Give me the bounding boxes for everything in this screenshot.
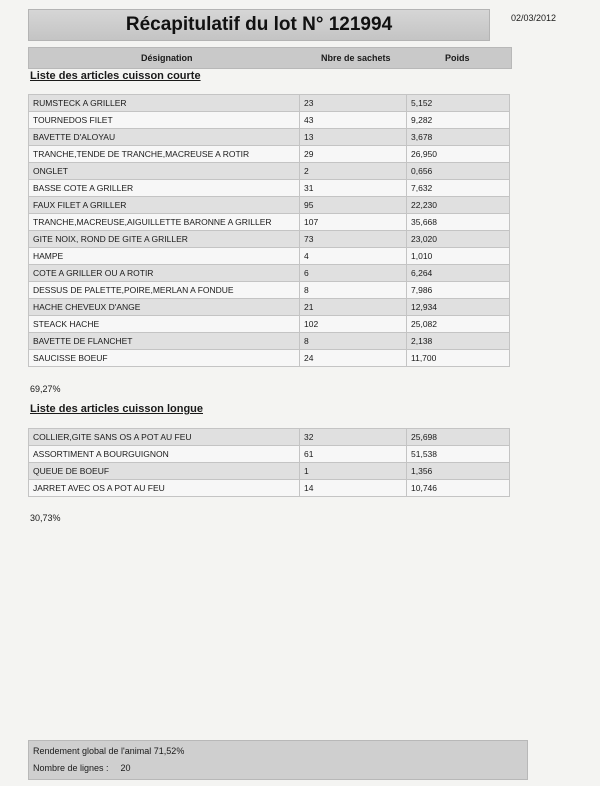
- cell-designation: BASSE COTE A GRILLER: [29, 180, 300, 197]
- cell-designation: HACHE CHEVEUX D'ANGE: [29, 299, 300, 316]
- cell-designation: TOURNEDOS FILET: [29, 112, 300, 129]
- cell-sachets: 8: [300, 333, 407, 350]
- table-row: [29, 95, 510, 112]
- cell-designation: GITE NOIX, ROND DE GITE A GRILLER: [29, 231, 300, 248]
- table-row: [29, 180, 510, 197]
- table-cuisson-courte: [28, 94, 510, 367]
- table-row: [29, 463, 510, 480]
- cell-poids: 51,538: [407, 446, 510, 463]
- cell-sachets: 2: [300, 163, 407, 180]
- table-row: [29, 231, 510, 248]
- cell-designation: DESSUS DE PALETTE,POIRE,MERLAN A FONDUE: [29, 282, 300, 299]
- cell-designation: TRANCHE,TENDE DE TRANCHE,MACREUSE A ROTIR: [29, 146, 300, 163]
- cell-designation: STEACK HACHE: [29, 316, 300, 333]
- cell-poids: 9,282: [407, 112, 510, 129]
- cell-poids: 1,356: [407, 463, 510, 480]
- cell-designation: HAMPE: [29, 248, 300, 265]
- table-row: [29, 112, 510, 129]
- cell-poids: 10,746: [407, 480, 510, 497]
- cell-poids: 0,656: [407, 163, 510, 180]
- table-row: [29, 248, 510, 265]
- cell-sachets: 73: [300, 231, 407, 248]
- cell-sachets: 107: [300, 214, 407, 231]
- cell-poids: 35,668: [407, 214, 510, 231]
- cell-designation: BAVETTE DE FLANCHET: [29, 333, 300, 350]
- table-row: [29, 146, 510, 163]
- rendement-global: Rendement global de l'animal 71,52%: [33, 746, 185, 756]
- table-row: [29, 429, 510, 446]
- cell-sachets: 61: [300, 446, 407, 463]
- cell-designation: SAUCISSE BOEUF: [29, 350, 300, 367]
- table-row: [29, 333, 510, 350]
- cell-poids: 1,010: [407, 248, 510, 265]
- summary-footer: [28, 740, 528, 780]
- cell-sachets: 6: [300, 265, 407, 282]
- table-row: [29, 350, 510, 367]
- percentage-cuisson-courte: 69,27%: [30, 384, 61, 394]
- cell-poids: 7,632: [407, 180, 510, 197]
- cell-sachets: 8: [300, 282, 407, 299]
- column-header-designation: Désignation: [141, 53, 193, 63]
- cell-sachets: 95: [300, 197, 407, 214]
- table-row: [29, 214, 510, 231]
- cell-sachets: 21: [300, 299, 407, 316]
- table-cuisson-longue: [28, 428, 510, 497]
- cell-sachets: 32: [300, 429, 407, 446]
- cell-poids: 3,678: [407, 129, 510, 146]
- percentage-cuisson-longue: 30,73%: [30, 513, 61, 523]
- table-row: [29, 197, 510, 214]
- section-title-cuisson-courte: Liste des articles cuisson courte: [30, 70, 201, 82]
- cell-poids: 6,264: [407, 265, 510, 282]
- table-row: [29, 480, 510, 497]
- table-row: [29, 129, 510, 146]
- line-count-value: 20: [120, 763, 131, 773]
- cell-designation: FAUX FILET A GRILLER: [29, 197, 300, 214]
- cell-poids: 2,138: [407, 333, 510, 350]
- cell-poids: 5,152: [407, 95, 510, 112]
- column-header-row: [28, 47, 512, 69]
- section-title-cuisson-longue: Liste des articles cuisson longue: [30, 403, 203, 415]
- cell-sachets: 14: [300, 480, 407, 497]
- column-header-sachets: Nbre de sachets: [321, 53, 391, 63]
- cell-designation: ASSORTIMENT A BOURGUIGNON: [29, 446, 300, 463]
- cell-poids: 7,986: [407, 282, 510, 299]
- cell-designation: BAVETTE D'ALOYAU: [29, 129, 300, 146]
- document-date: 02/03/2012: [510, 13, 556, 23]
- cell-sachets: 13: [300, 129, 407, 146]
- cell-designation: COTE A GRILLER OU A ROTIR: [29, 265, 300, 282]
- cell-designation: QUEUE DE BOEUF: [29, 463, 300, 480]
- cell-designation: COLLIER,GITE SANS OS A POT AU FEU: [29, 429, 300, 446]
- cell-poids: 25,082: [407, 316, 510, 333]
- cell-poids: 25,698: [407, 429, 510, 446]
- document-title: Récapitulatif du lot N° 121994: [28, 9, 490, 41]
- cell-sachets: 31: [300, 180, 407, 197]
- cell-poids: 22,230: [407, 197, 510, 214]
- cell-designation: RUMSTECK A GRILLER: [29, 95, 300, 112]
- table-row: [29, 316, 510, 333]
- cell-sachets: 29: [300, 146, 407, 163]
- cell-poids: 11,700: [407, 350, 510, 367]
- cell-designation: ONGLET: [29, 163, 300, 180]
- line-count-label: Nombre de lignes :: [33, 763, 109, 773]
- cell-poids: 23,020: [407, 231, 510, 248]
- cell-sachets: 4: [300, 248, 407, 265]
- table-row: [29, 299, 510, 316]
- cell-poids: 26,950: [407, 146, 510, 163]
- cell-sachets: 43: [300, 112, 407, 129]
- table-row: [29, 446, 510, 463]
- cell-sachets: 24: [300, 350, 407, 367]
- cell-sachets: 102: [300, 316, 407, 333]
- cell-poids: 12,934: [407, 299, 510, 316]
- column-header-poids: Poids: [445, 53, 470, 63]
- cell-sachets: 23: [300, 95, 407, 112]
- cell-sachets: 1: [300, 463, 407, 480]
- table-row: [29, 163, 510, 180]
- line-count: [33, 763, 131, 773]
- table-row: [29, 282, 510, 299]
- cell-designation: TRANCHE,MACREUSE,AIGUILLETTE BARONNE A GRILLER: [29, 214, 300, 231]
- table-row: [29, 265, 510, 282]
- cell-designation: JARRET AVEC OS A POT AU FEU: [29, 480, 300, 497]
